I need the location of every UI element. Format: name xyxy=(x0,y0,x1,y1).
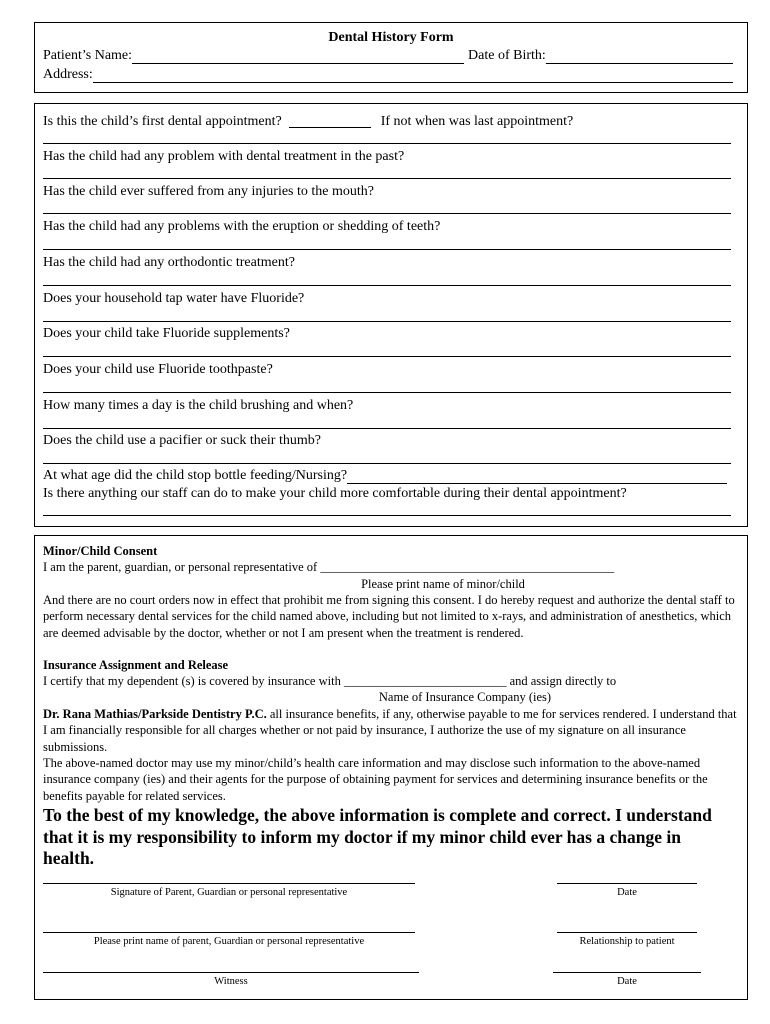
witness-block xyxy=(43,972,419,987)
print-minor-caption: Please print name of minor/child xyxy=(361,577,525,591)
answer-line[interactable] xyxy=(43,463,731,464)
question-text: Does your child use Fluoride toothpaste? xyxy=(43,362,273,377)
date-caption-1: Date xyxy=(617,887,637,898)
date-block-1 xyxy=(557,883,697,898)
patient-name-field-extension[interactable] xyxy=(360,49,464,64)
answer-line[interactable] xyxy=(43,515,731,516)
date-line-1[interactable] xyxy=(557,883,697,884)
assign-text: and assign directly to xyxy=(509,674,617,688)
date-block-2 xyxy=(553,972,701,987)
patient-name-label: Patient’s Name: xyxy=(43,48,133,63)
question-bottle-feeding xyxy=(43,468,727,484)
benefits-paragraph xyxy=(43,706,737,755)
consent-heading: Minor/Child Consent xyxy=(43,544,158,558)
question-text: Is there anything our staff can do to make your child more comfortable during their dental appointment? xyxy=(43,486,627,501)
relationship-line[interactable] xyxy=(557,932,697,933)
question-text: Does the child use a pacifier or suck their thumb? xyxy=(43,433,321,448)
insurance-certify-line xyxy=(43,673,737,689)
patient-name-field[interactable] xyxy=(132,49,360,64)
insurance-certify-text: I certify that my dependent (s) is covered by insurance with xyxy=(43,674,341,688)
first-appointment-field[interactable] xyxy=(289,113,371,128)
answer-line[interactable] xyxy=(43,428,731,429)
relationship-caption: Relationship to patient xyxy=(579,936,675,947)
question-text: Has the child had any problem with dental treatment in the past? xyxy=(43,149,405,164)
address-row xyxy=(43,67,733,83)
minor-name-field[interactable]: _______________________________________________ xyxy=(320,560,615,574)
print-parent-block xyxy=(43,932,415,947)
question-text: Has the child had any problems with the eruption or shedding of teeth? xyxy=(43,219,441,234)
parent-signature-line[interactable] xyxy=(43,883,415,884)
bottle-feeding-field[interactable] xyxy=(347,469,727,484)
question-text: How many times a day is the child brushing and when? xyxy=(43,398,354,413)
patient-info-section xyxy=(34,22,748,93)
answer-line[interactable] xyxy=(43,178,731,179)
dob-label: Date of Birth: xyxy=(468,48,546,63)
insurance-heading: Insurance Assignment and Release xyxy=(43,658,229,672)
question-text: If not when was last appointment? xyxy=(380,114,574,129)
relationship-block xyxy=(557,932,697,947)
question-text: At what age did the child stop bottle feeding/Nursing? xyxy=(43,468,348,483)
insurance-company-field[interactable]: __________________________ xyxy=(343,674,507,688)
question-text: Does your household tap water have Fluoride? xyxy=(43,291,305,306)
answer-line[interactable] xyxy=(43,356,731,357)
date-line-2[interactable] xyxy=(553,972,701,973)
question-text: Has the child ever suffered from any injuries to the mouth? xyxy=(43,184,374,199)
benefits-text: all insurance benefits, if any, otherwise payable to me for services rendered. I understand that I am financially responsible for all charges whether or not paid by insurance, I authorize the use of my signature on all insurance submissions. xyxy=(43,707,737,754)
witness-line[interactable] xyxy=(43,972,419,973)
witness-caption: Witness xyxy=(214,976,248,987)
consent-guardian-line xyxy=(43,559,737,575)
statement: To the best of my knowledge, the above information is complete and correct. I understand that it is my responsibility to inform my doctor if my minor child ever has a change in health. xyxy=(43,805,712,868)
answer-line[interactable] xyxy=(43,285,731,286)
parent-signature-block xyxy=(43,883,415,898)
date-caption-2: Date xyxy=(617,976,637,987)
question-text: Has the child had any orthodontic treatment? xyxy=(43,255,295,270)
answer-line[interactable] xyxy=(43,213,731,214)
release-paragraph: The above-named doctor may use my minor/child’s health care information and may disclose such information to the above-named insurance company (ies) and their agents for the purpose of obtaining payment for services and determining insurance benefits or the benefits payable for related services. xyxy=(43,756,708,803)
answer-line[interactable] xyxy=(43,143,731,144)
print-parent-caption: Please print name of parent, Guardian or personal representative xyxy=(93,936,365,947)
answer-line[interactable] xyxy=(43,321,731,322)
question-first-appointment xyxy=(43,113,731,130)
address-field[interactable] xyxy=(93,68,733,83)
answer-line[interactable] xyxy=(43,392,731,393)
consent-body: And there are no court orders now in effect that prohibit me from signing this consent. I do hereby request and authorize the dental staff to perform necessary dental services for the child named above, including but not limited to x-rays, and administration of anesthetics, which are deemed advisable by the doctor, whether or not I am present when the treatment is rendered. xyxy=(43,593,735,640)
consent-section xyxy=(34,535,748,1000)
parent-signature-caption: Signature of Parent, Guardian or personal representative xyxy=(110,887,348,898)
insurance-company-caption: Name of Insurance Company (ies) xyxy=(378,690,552,704)
dob-field[interactable] xyxy=(546,49,733,64)
form-title: Dental History Form xyxy=(328,30,454,45)
print-parent-line[interactable] xyxy=(43,932,415,933)
question-text: Does your child take Fluoride supplements? xyxy=(43,326,290,341)
answer-line[interactable] xyxy=(43,249,731,250)
dental-history-section xyxy=(34,103,748,527)
address-label: Address: xyxy=(43,67,93,82)
consent-guardian-text: I am the parent, guardian, or personal representative of xyxy=(43,560,318,574)
name-dob-row xyxy=(43,48,733,64)
question-text: Is this the child’s first dental appointment? xyxy=(43,114,282,129)
practice-name: Dr. Rana Mathias/Parkside Dentistry P.C. xyxy=(43,707,267,721)
